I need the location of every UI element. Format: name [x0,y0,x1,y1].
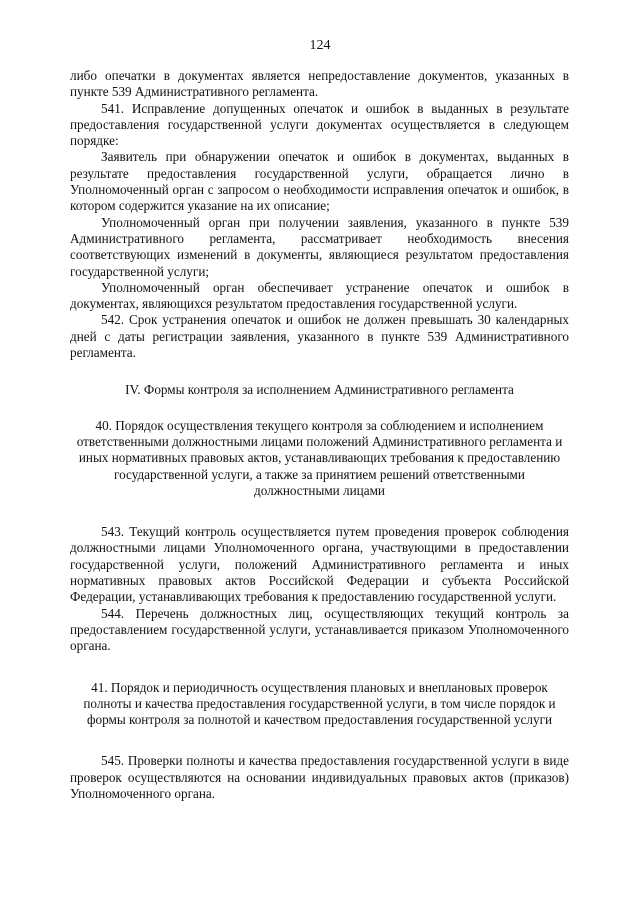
paragraph-541: 541. Исправление допущенных опечаток и ошибок в выданных в результате предоставления государственной услуги документах осуществляется в следующем порядке: [70,100,569,149]
paragraph-541-step-1: Заявитель при обнаружении опечаток и ошибок в документах, выданных в результате предоставления государственной услуги, обращается лично в Уполномоченный орган с запросом о необходимости исправления опечаток и ошибок, в котором содержится указание на их описание; [70,149,569,214]
section-title: IV. Формы контроля за исполнением Административного регламента [125,382,514,398]
paragraph-543: 543. Текущий контроль осуществляется путем проведения проверок соблюдения должностными лицами Уполномоченного органа, участвующими в предоставлении государственной услуги, положений Административного регламента и иных нормативных правовых актов Российской Федерации и субъекта Российской Федерации, устанавливающих требования к предоставлению государственной услуги. [70,524,569,605]
page-number: 124 [309,38,331,53]
paragraph-541-step-2: Уполномоченный орган при получении заявления, указанного в пункте 539 Административного регламента, рассматривает необходимость внесения соответствующих изменений в документы, являющиеся результатом предоставления государственной услуги; [70,214,569,279]
paragraph-544: 544. Перечень должностных лиц, осуществляющих текущий контроль за предоставлением государственной услуги, устанавливается приказом Уполномоченного органа. [70,605,569,654]
paragraph-541-step-3: Уполномоченный орган обеспечивает устранение опечаток и ошибок в документах, являющихся результатом предоставления государственной услуги. [70,279,569,312]
paragraph-545: 545. Проверки полноты и качества предоставления государственной услуги в виде проверок осуществляются на основании индивидуальных правовых актов (приказов) Уполномоченного органа. [70,753,569,801]
document-body [70,68,569,802]
heading-41: 41. Порядок и периодичность осуществления плановых и внеплановых проверок полноты и качества предоставления государственной услуги, в том числе порядок и формы контроля за полнотой и качеством предоставления государственной услуги [83,679,556,728]
heading-40: 40. Порядок осуществления текущего контроля за соблюдением и исполнением ответственными должностными лицами положений Административного регламента и иных нормативных правовых актов, устанавливающих требования к предоставлению государственной услуги, а также за принятием решений ответственными должностными лицами [76,417,563,498]
paragraph-542: 542. Срок устранения опечаток и ошибок не должен превышать 30 календарных дней с даты регистрации заявления, указанного в пункте 539 Административного регламента. [70,312,569,361]
paragraph-continuation: либо опечатки в документах является непредоставление документов, указанных в пункте 539 Административного регламента. [70,68,569,100]
